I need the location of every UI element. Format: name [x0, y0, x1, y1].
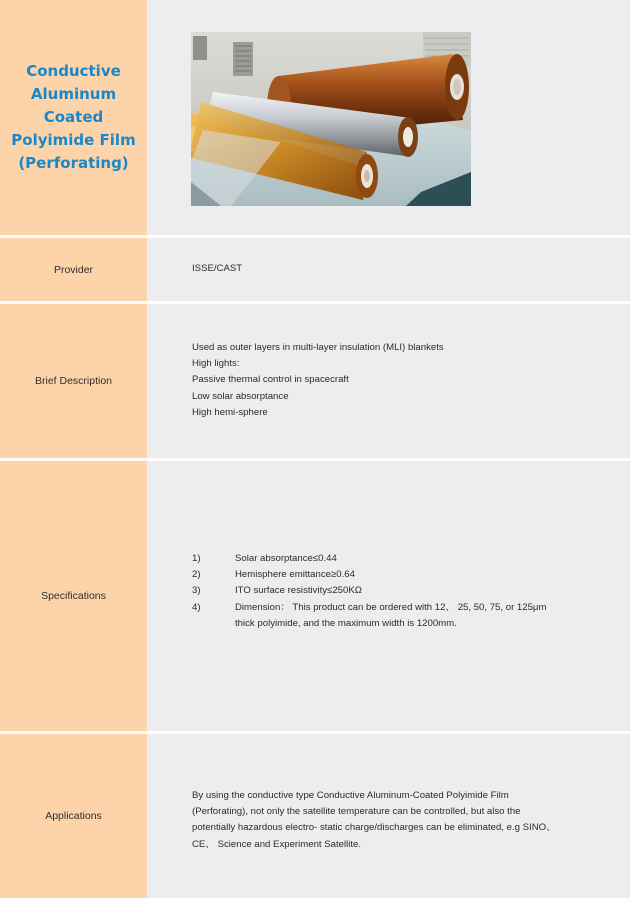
specifications-row	[0, 461, 630, 731]
title-line: Conductive	[26, 62, 121, 80]
header-row	[0, 0, 630, 235]
spec-text: ITO surface resistivity≤250KΩ	[235, 585, 362, 597]
description-line: High lights:	[192, 358, 240, 370]
product-title	[0, 0, 147, 235]
brief-description-text	[192, 340, 444, 421]
spec-text: Solar absorptance≤0.44	[235, 553, 337, 564]
spec-number: 4)	[192, 601, 201, 613]
provider-label: Provider	[0, 238, 147, 301]
applications-row	[0, 734, 630, 898]
specifications-label: Specifications	[0, 461, 147, 731]
applications-text	[192, 788, 556, 853]
spec-text: Dimension： This product can be ordered with 12、 25, 50, 75, or 125μm	[235, 601, 547, 613]
spec-number: 1)	[192, 553, 201, 564]
spec-text-block	[235, 600, 592, 632]
description-line: Used as outer layers in multi-layer insulation (MLI) blankets	[192, 342, 444, 353]
specifications-cell	[147, 461, 630, 731]
title-line: Coated	[43, 108, 104, 126]
spec-item	[192, 551, 592, 567]
brief-description-row	[0, 304, 630, 458]
spec-item	[192, 567, 592, 583]
applications-label: Applications	[0, 734, 147, 898]
provider-value: ISSE/CAST	[192, 263, 243, 274]
description-line: Passive thermal control in spacecraft	[192, 374, 349, 386]
provider-row	[0, 238, 630, 301]
applications-cell	[147, 734, 630, 898]
title-line: (Perforating)	[18, 154, 129, 172]
brief-description-cell	[147, 304, 630, 458]
applications-line: potentially hazardous electro- static charge/discharges can be eliminated, e.g SINO、	[192, 822, 556, 834]
header-image-cell	[147, 0, 630, 235]
spec-text: thick polyimide, and the maximum width is 1200mm.	[235, 617, 457, 629]
title-line: Aluminum	[30, 85, 117, 103]
spec-text: Hemisphere emittance≥0.64	[235, 569, 355, 581]
description-line: Low solar absorptance	[192, 390, 289, 402]
product-photo	[191, 32, 471, 206]
applications-line: (Perforating), not only the satellite temperature can be controlled, but also the	[192, 806, 521, 818]
applications-line: CE、 Science and Experiment Satellite.	[192, 838, 362, 850]
specifications-list	[192, 551, 592, 632]
spec-number: 2)	[192, 569, 201, 581]
applications-line: By using the conductive type Conductive Aluminum-Coated Polyimide Film	[192, 790, 509, 801]
spec-number: 3)	[192, 585, 201, 597]
spec-item	[192, 583, 592, 599]
title-line: Polyimide Film	[11, 131, 136, 149]
brief-description-label: Brief Description	[0, 304, 147, 458]
description-line: High hemi-sphere	[192, 406, 268, 418]
spec-item	[192, 600, 592, 632]
provider-cell	[147, 238, 630, 301]
film-rolls-image	[191, 32, 471, 206]
